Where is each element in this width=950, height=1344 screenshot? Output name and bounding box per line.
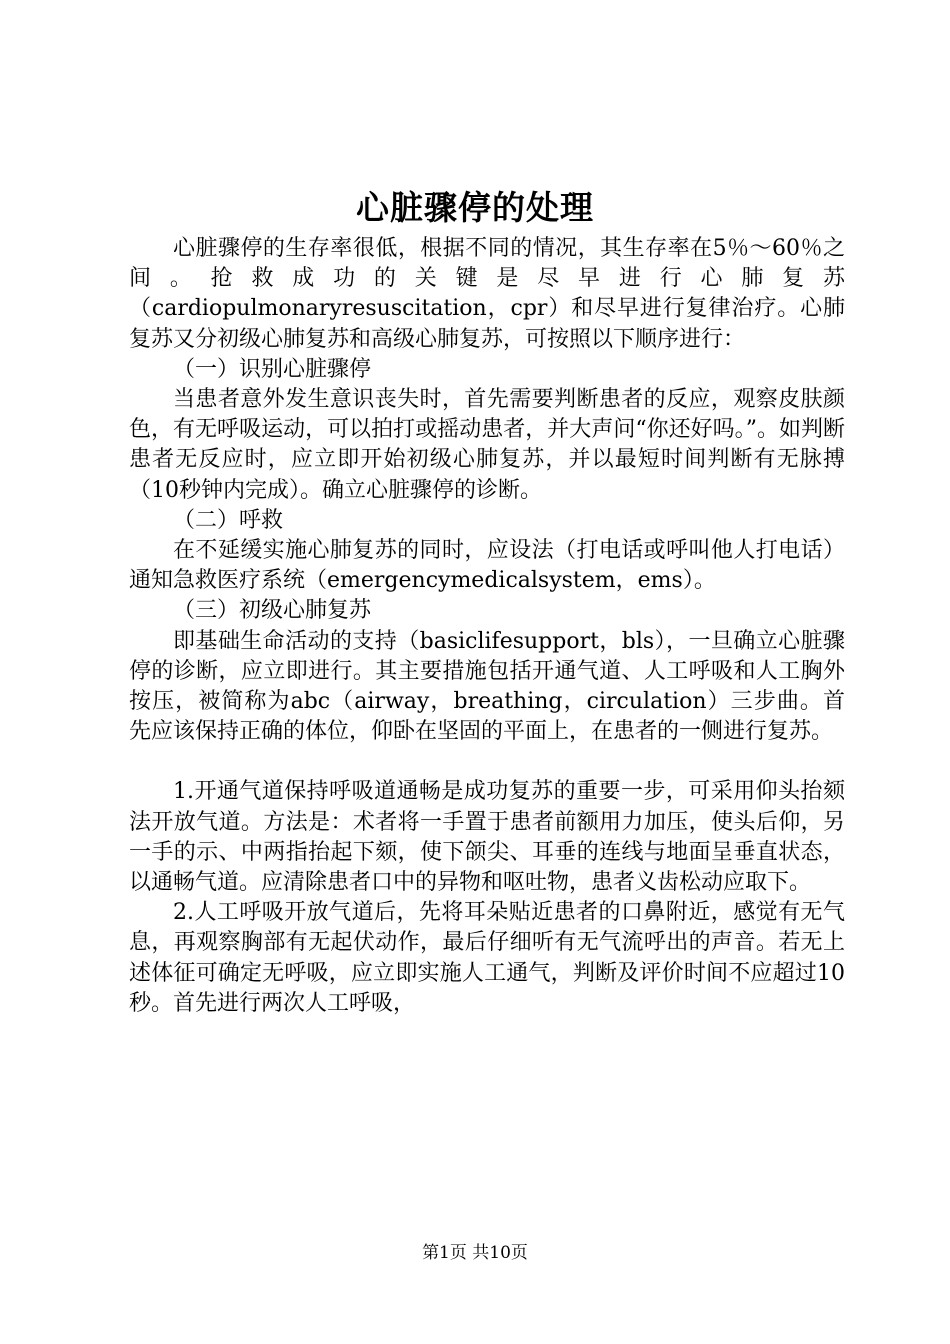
paragraph-call-help: 在不延缓实施心肺复苏的同时，应设法（打电话或呼叫他人打电话）通知急救医疗系统（emergencymedicalsystem，ems）。	[129, 538, 845, 594]
paragraph-intro: 心脏骤停的生存率很低，根据不同的情况，其生存率在5％～60％之间。抢救成功的关键是尽早进行心肺复苏（cardiopulmonaryresuscitation，cpr）和尽早进行复律治疗。心肺复苏又分初级心肺复苏和高级心肺复苏，可按照以下顺序进行：	[129, 236, 845, 352]
paragraph-breathing: 2.人工呼吸开放气道后，先将耳朵贴近患者的口鼻附近，感觉有无气息，再观察胸部有无起伏动作，最后仔细听有无气流呼出的声音。若无上述体征可确定无呼吸，应立即实施人工通气，判断及评价时间不应超过10秒。首先进行两次人工呼吸，	[129, 900, 845, 1016]
paragraph-airway: 1.开通气道保持呼吸道通畅是成功复苏的重要一步，可采用仰头抬颏法开放气道。方法是：术者将一手置于患者前额用力加压，使头后仰，另一手的示、中两指抬起下颏，使下颌尖、耳垂的连线与地面呈垂直状态，以通畅气道。应清除患者口中的异物和呕吐物，患者义齿松动应取下。	[129, 779, 845, 896]
paragraph-basic-cpr: 即基础生命活动的支持（basiclifesupport，bls），一旦确立心脏骤停的诊断，应立即进行。其主要措施包括开通气道、人工呼吸和人工胸外按压，被简称为abc（airway，breathing，circulation）三步曲。首先应该保持正确的体位，仰卧在坚固的平面上，在患者的一侧进行复苏。	[129, 628, 845, 745]
page-footer: 第1页 共10页	[422, 1243, 528, 1263]
document-title: 心脏骤停的处理	[356, 188, 594, 227]
section-heading-basic-cpr: （三）初级心肺复苏	[173, 598, 372, 624]
paragraph-recognize: 当患者意外发生意识丧失时，首先需要判断患者的反应，观察皮肤颜色，有无呼吸运动，可以拍打或摇动患者，并大声问“你还好吗。”。如判断患者无反应时，应立即开始初级心肺复苏，并以最短时间判断有无脉搏（10秒钟内完成）。确立心脏骤停的诊断。	[129, 387, 845, 503]
document-body	[129, 234, 845, 1019]
section-heading-call-help: （二）呼救	[173, 507, 284, 533]
section-heading-recognize: （一）识别心脏骤停	[173, 356, 372, 382]
